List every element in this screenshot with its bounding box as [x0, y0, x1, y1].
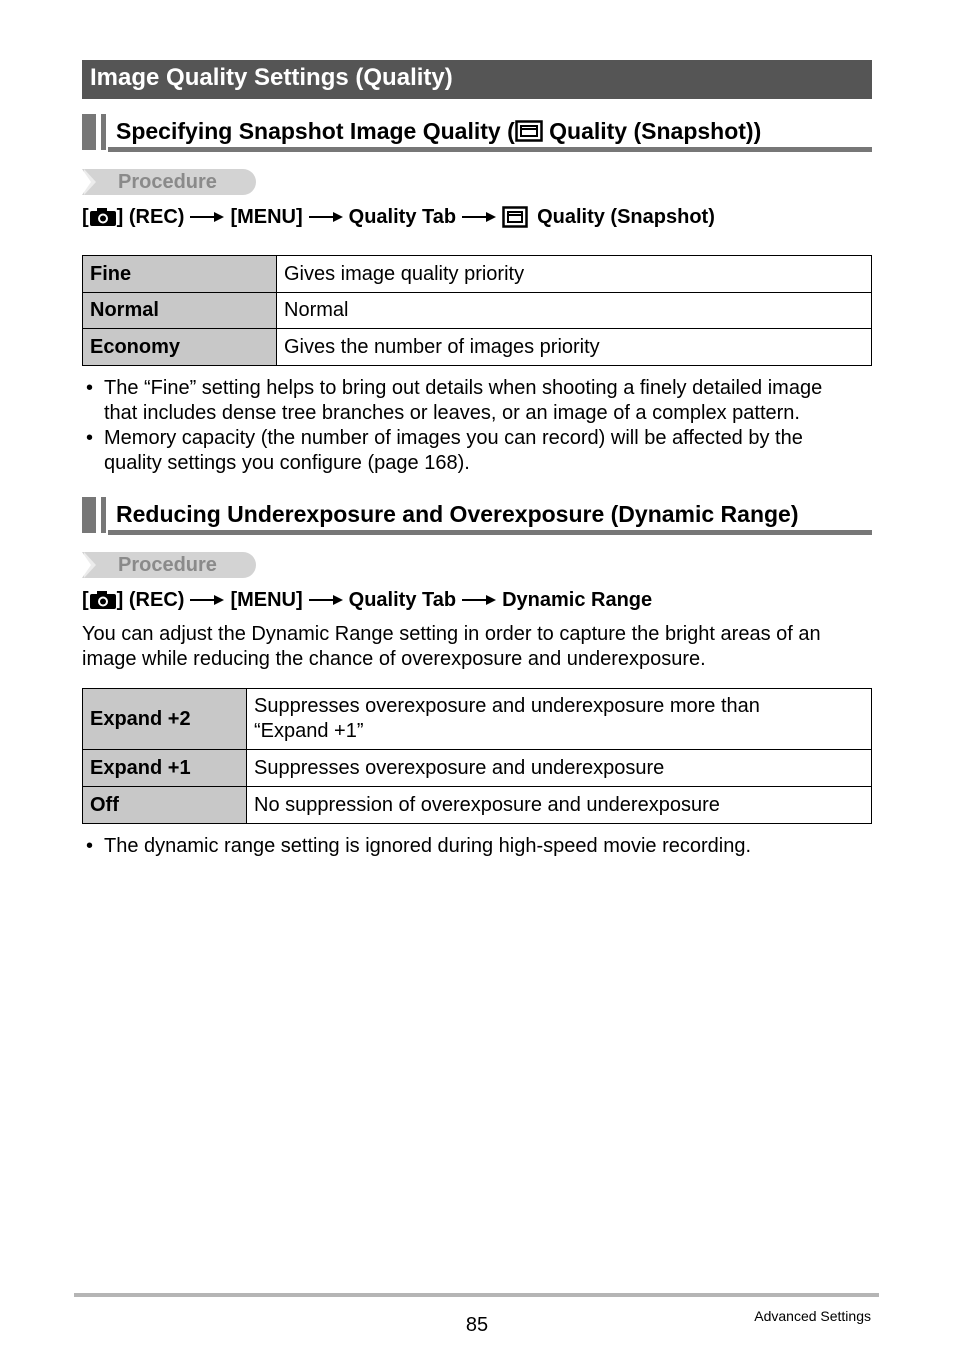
table-value: Suppresses overexposure and underexposure more than “Expand +1”	[247, 689, 872, 750]
procedure-label: Procedure	[82, 552, 256, 578]
bullet-icon: •	[86, 427, 94, 449]
snapshot-frame-icon	[502, 206, 528, 228]
footer-section-label: Advanced Settings	[754, 1308, 871, 1324]
procedure-label: Procedure	[82, 169, 256, 195]
table-row	[83, 750, 872, 787]
camera-icon	[89, 207, 117, 227]
arrow-right-icon	[462, 211, 496, 223]
table-key: Off	[83, 787, 247, 824]
footer-rule	[74, 1293, 879, 1297]
heading-marker	[82, 114, 96, 150]
subsection-title: Specifying Snapshot Image Quality ( Quality (Snapshot))	[116, 118, 762, 144]
table-value: Normal	[277, 293, 872, 329]
heading-marker	[82, 497, 96, 533]
dynamic-range-table	[82, 688, 872, 824]
subsection-title: Reducing Underexposure and Overexposure (Dynamic Range)	[116, 501, 799, 527]
arrow-right-icon	[462, 594, 496, 606]
camera-icon	[89, 590, 117, 610]
table-value: Suppresses overexposure and underexposure	[247, 750, 872, 787]
table-key: Expand +1	[83, 750, 247, 787]
table-row	[83, 256, 872, 293]
table-key: Expand +2	[83, 689, 247, 750]
table-value: Gives image quality priority	[277, 256, 872, 293]
table-value: Gives the number of images priority	[277, 329, 872, 366]
arrow-right-icon	[309, 594, 343, 606]
heading-marker	[101, 114, 106, 150]
arrow-right-icon	[190, 594, 224, 606]
bullet-icon: •	[86, 377, 94, 399]
list-item: • The dynamic range setting is ignored during high-speed movie recording.	[86, 835, 752, 857]
notes-list	[82, 376, 872, 476]
table-row	[83, 689, 872, 750]
intro-paragraph: You can adjust the Dynamic Range setting in order to capture the bright areas of an image while reducing the chance of overexposure and underexposure.	[82, 623, 821, 670]
list-item: • Memory capacity (the number of images you can record) will be affected by the quality settings you configure (page 168).	[86, 427, 803, 474]
section-title: Image Quality Settings (Quality)	[90, 64, 453, 91]
bullet-icon: •	[86, 835, 94, 857]
table-row	[83, 329, 872, 366]
arrow-right-icon	[309, 211, 343, 223]
quality-table	[82, 255, 872, 366]
subsection-heading-quality	[82, 114, 872, 152]
procedure-path: [ ] (REC) [MENU] Quality Tab Dynamic Range	[82, 588, 653, 611]
heading-marker	[101, 497, 106, 533]
table-row	[83, 293, 872, 329]
section-title-bar	[82, 60, 872, 99]
table-value: No suppression of overexposure and underexposure	[247, 787, 872, 824]
heading-underline	[108, 530, 872, 535]
heading-underline	[108, 147, 872, 152]
table-key: Normal	[83, 293, 277, 329]
snapshot-frame-icon	[515, 120, 543, 142]
arrow-right-icon	[190, 211, 224, 223]
table-key: Fine	[83, 256, 277, 293]
list-item: • The “Fine” setting helps to bring out details when shooting a finely detailed image that includes dense tree branches or leaves, or an image of a complex pattern.	[86, 377, 823, 424]
table-row	[83, 787, 872, 824]
page-number: 85	[465, 1314, 489, 1336]
subsection-heading-dynamic-range	[82, 497, 872, 535]
notes-list	[82, 834, 872, 859]
table-key: Economy	[83, 329, 277, 366]
procedure-path: [ ] (REC) [MENU] Quality Tab Quality (Snapshot)	[82, 205, 715, 228]
